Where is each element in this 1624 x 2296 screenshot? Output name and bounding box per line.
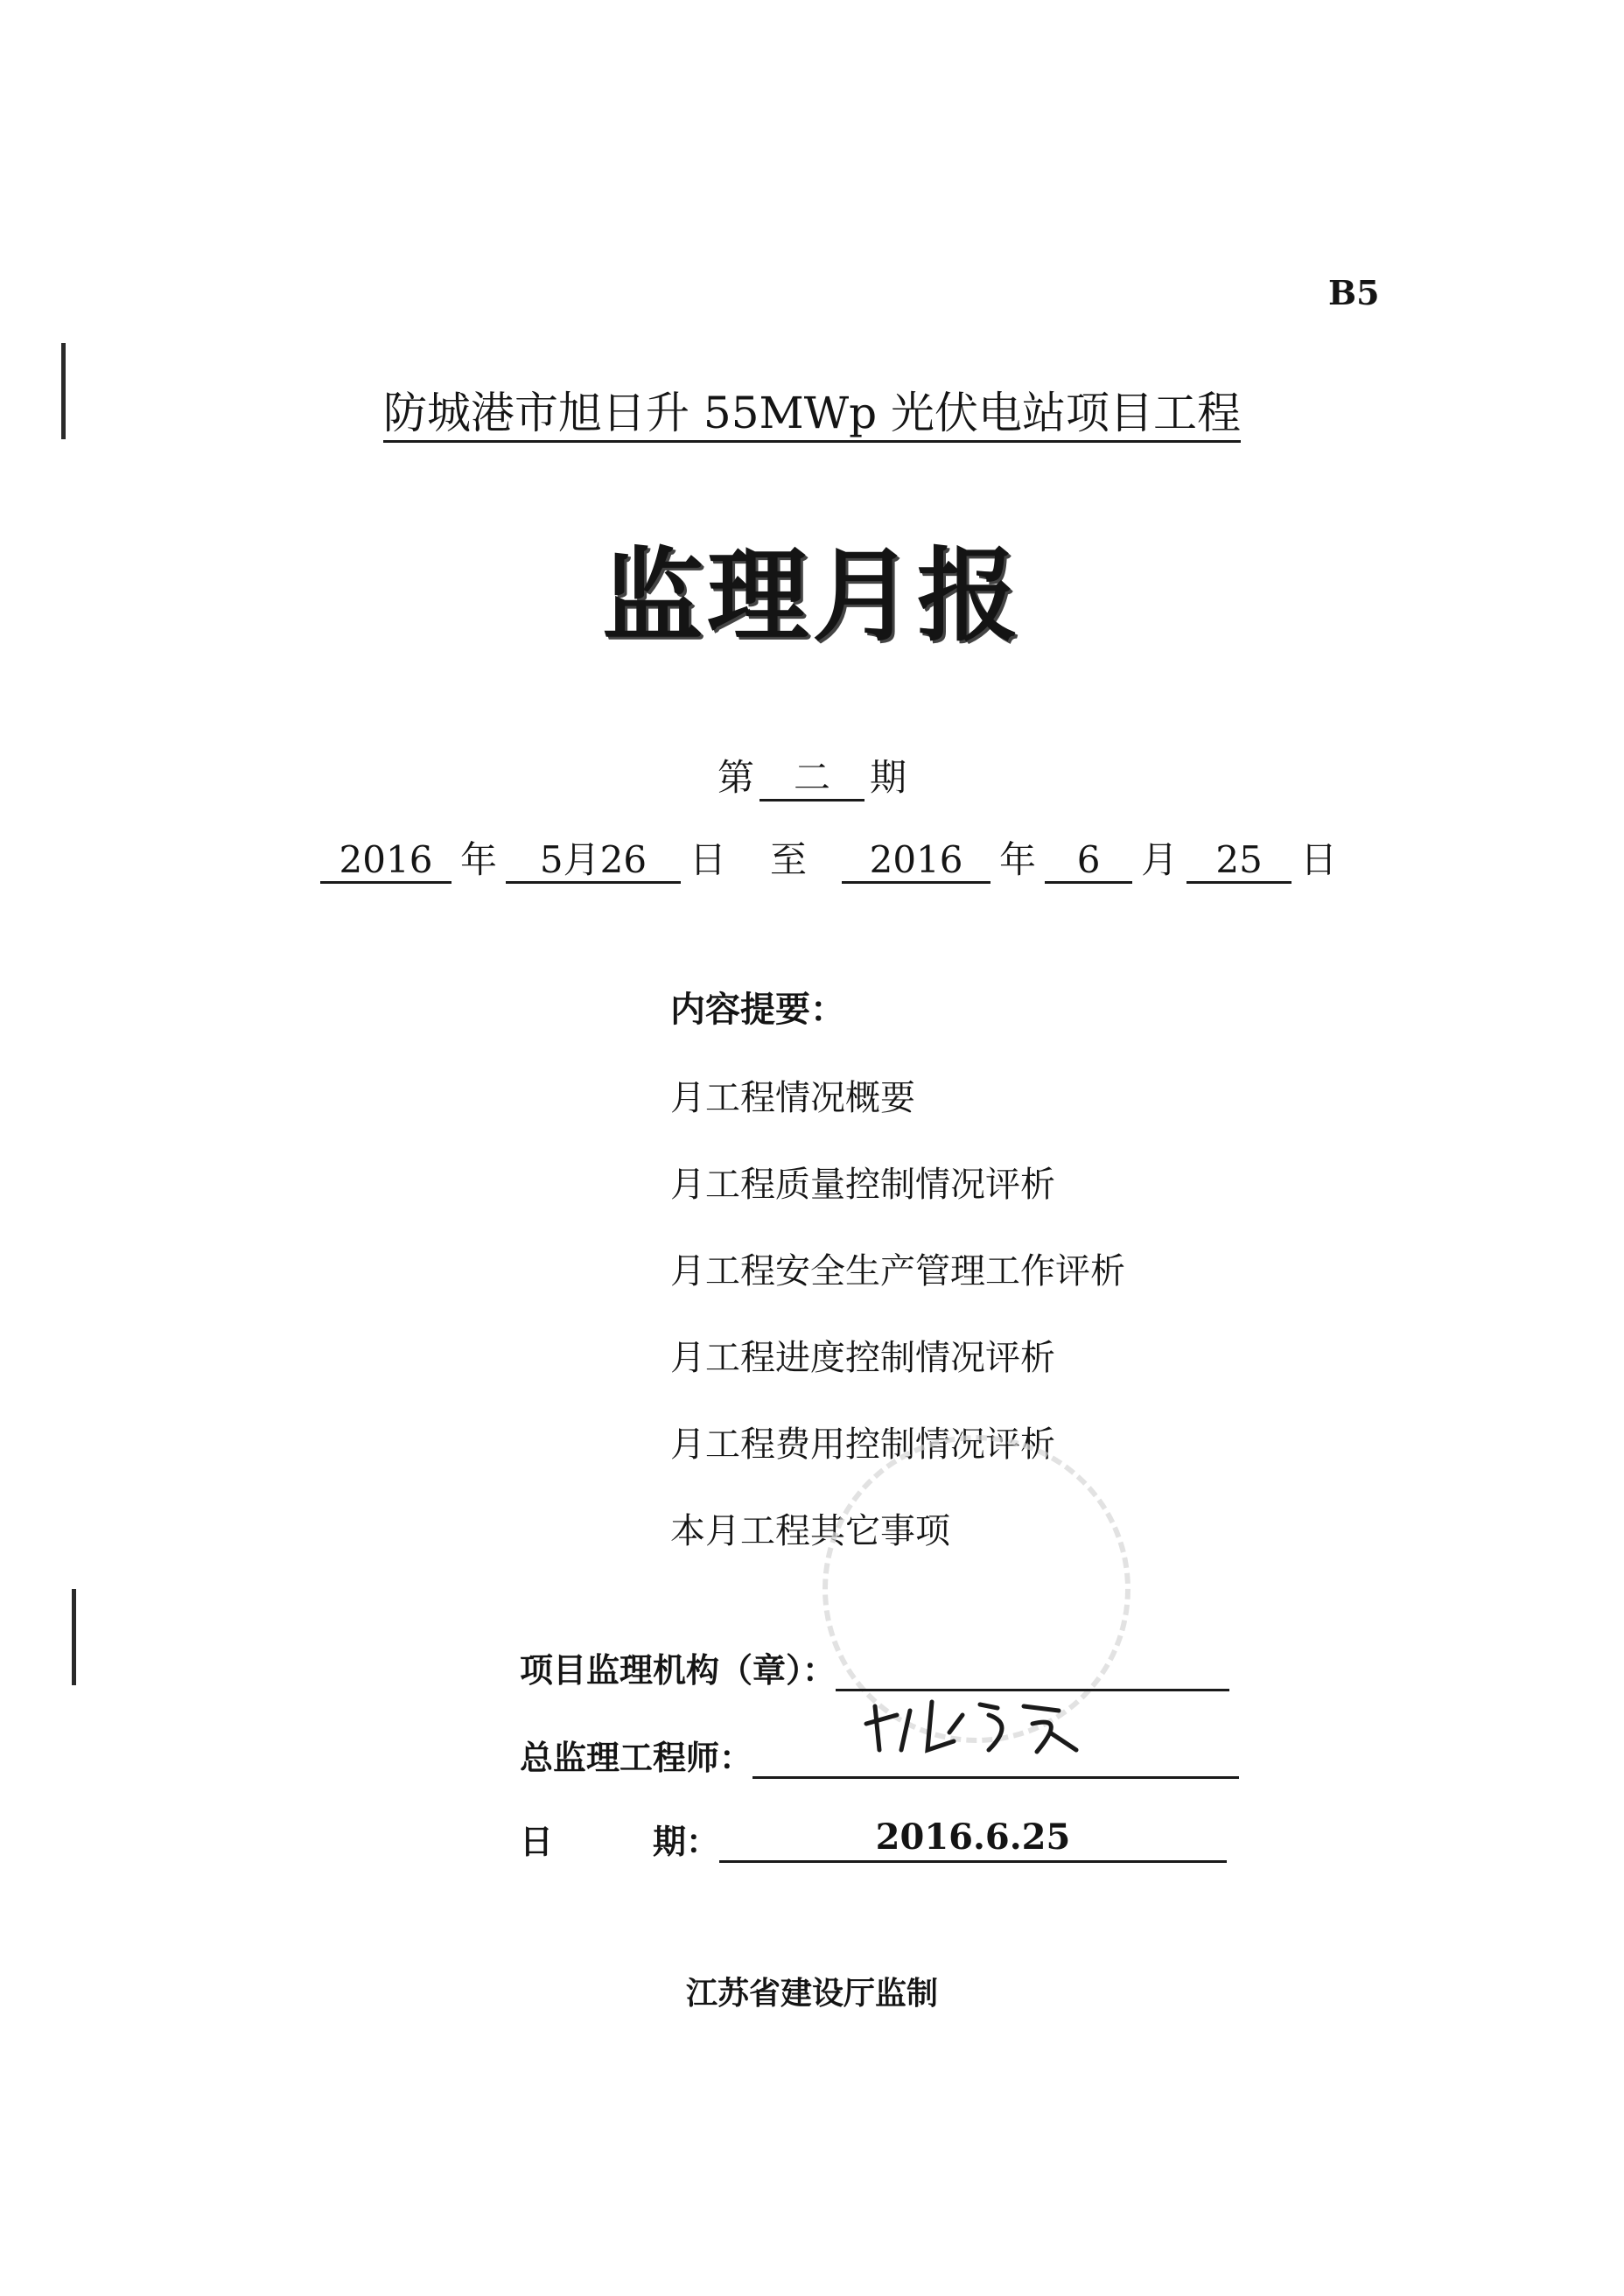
start-year: 2016	[320, 839, 452, 884]
contents-item: 本月工程其它事项	[670, 1511, 950, 1551]
end-month: 6	[1045, 839, 1132, 884]
date-range: 2016 年 5月26 日 至 2016 年 6 月 25 日	[320, 831, 1346, 884]
org-stamp-line	[836, 1648, 1229, 1691]
org-label: 项目监理机构（章）：	[520, 1650, 836, 1690]
date-row	[520, 1815, 1227, 1863]
date-label: 日 期：	[520, 1822, 720, 1861]
end-day: 25	[1186, 839, 1292, 884]
contents-item: 月工程质量控制情况评析	[670, 1165, 1055, 1205]
binder-mark-bottom	[72, 1589, 76, 1685]
start-month-day: 5月26	[506, 839, 681, 884]
period-prefix: 第	[717, 756, 754, 799]
project-name: 防城港市旭日升 55MWp 光伏电站项目工程	[0, 378, 1624, 441]
contents-heading: 内容提要：	[670, 989, 845, 1030]
to-label: 至	[770, 838, 808, 881]
period-number: 二	[760, 757, 864, 802]
contents-item: 月工程费用控制情况评析	[670, 1424, 1055, 1465]
report-title: 监理月报	[602, 536, 1022, 655]
contents-item: 月工程进度控制情况评析	[670, 1338, 1055, 1378]
period-line	[0, 749, 1624, 802]
engineer-label: 总监理工程师：	[520, 1738, 753, 1777]
footer: 江苏省建设厅监制	[685, 1975, 938, 2012]
org-row	[520, 1643, 1229, 1691]
end-year: 2016	[842, 839, 990, 884]
contents-item: 月工程安全生产管理工作评析	[670, 1251, 1125, 1292]
date-value: 2016.6.25	[719, 1816, 1227, 1863]
period-suffix: 期	[870, 756, 907, 799]
contents-item: 月工程情况概要	[670, 1078, 915, 1118]
form-code: B5	[1328, 273, 1380, 312]
engineer-signature	[849, 1689, 1111, 1759]
